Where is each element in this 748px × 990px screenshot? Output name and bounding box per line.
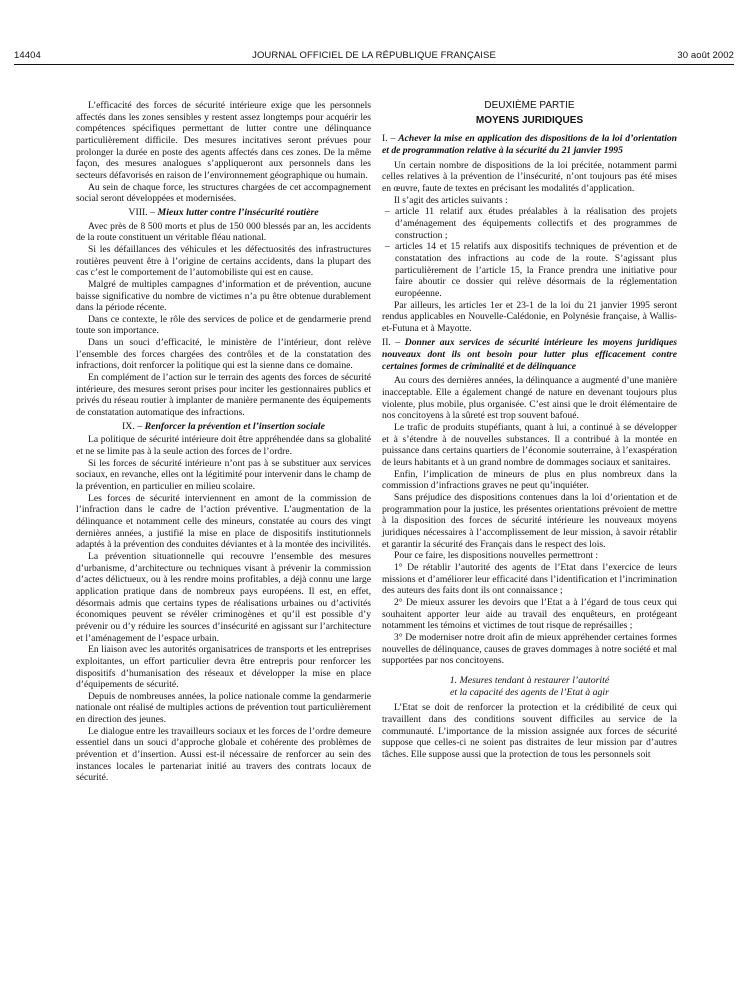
section-heading-i — [382, 133, 677, 156]
paragraph: L’Etat se doit de renforcer la protection et la crédibilité de ceux qui travaillent dans des conditions souvent difficiles au service de la communauté. L’importance de la mission assignée aux forces de sécurité suppose que celles-ci ne soient pas distraites de leur mission par d’autres tâches. Elle suppose aussi que la protection de tous les personnels soit — [382, 702, 677, 761]
paragraph: Sans préjudice des dispositions contenues dans la loi d’orientation et de programmation pour la justice, les présentes orientations prévoient de mettre à la disposition des forces de sécurité intérieure les nouveaux moyens juridiques nécessaires à l’accomplissement de leur mission, à savoir rétablir et garantir la sécurité des Français dans le respect des lois. — [382, 492, 677, 550]
subsection-heading-1 — [382, 675, 677, 699]
section-number: I. – — [382, 133, 396, 145]
paragraph: Par ailleurs, les articles 1er et 23-1 de la loi du 21 janvier 1995 seront rendus applicables en Nouvelle-Calédonie, en Polynésie française, à Wallis-et-Futuna et à Mayotte. — [382, 299, 677, 334]
paragraph: 3° De moderniser notre droit afin de mieux appréhender certaines formes nouvelles de délinquance, causes de graves dommages à notre société et mal supportées par nos concitoyens. — [382, 631, 677, 667]
paragraph: Pour ce faire, les dispositions nouvelles permettront : — [394, 550, 599, 562]
header-rule — [14, 64, 734, 65]
paragraph: La prévention situationnelle qui recouvre l’ensemble des mesures d’urbanisme, d’architecture ou techniques visant à prévenir la commission d’actes délictueux, ou à les rendre moins profitables, a déjà connu une large application pratique dans de nombreux pays européens. Il est, en effet, désormais admis que certains types de réalisations urbaines ou d’activités économiques peuvent se révéler criminogènes et qu’il est possible d’y prévenir ou d’y réduire les sources d’insécurité en agissant sur l’architecture et l’aménagement de l’espace urbain. — [76, 550, 371, 644]
article-list — [382, 206, 677, 299]
issue-date: 30 août 2002 — [677, 50, 734, 61]
paragraph: En liaison avec les autorités organisatrices de transports et les entreprises exploitantes, un effort particulier devra être entrepris pour renforcer les dispositifs d’humanisation des réseaux et développer la mise en place d’équipements de sécurité. — [76, 644, 371, 691]
paragraph: Avec près de 8 500 morts et plus de 150 000 blessés par an, les accidents de la route constituent un véritable fléau national. — [76, 220, 371, 244]
section-title: Mieux lutter contre l’insécurité routière — [157, 206, 319, 218]
section-heading-viii — [76, 207, 371, 219]
page-number: 14404 — [14, 50, 41, 61]
section-title: Renforcer la prévention et l’insertion sociale — [144, 420, 325, 432]
subsection-title-line: 1. Mesures tendant à restaurer l’autorité — [449, 674, 610, 686]
paragraph: Dans un souci d’efficacité, le ministère de l’intérieur, dont relève l’ensemble des forces chargées des contrôles et de la constatation des infractions, doit renforcer la politique qui est la sienne dans ce domaine. — [76, 337, 371, 372]
paragraph: Les forces de sécurité interviennent en amont de la commission de l’infraction dans le cadre de l’action préventive. L’augmentation de la délinquance et notamment celle des mineurs, constatée au cours des vingt dernières années, a justifié la mise en place de dispositifs institutionnels adaptés à la prévention des conduites déviantes et à la montée des incivilités. — [76, 492, 371, 551]
section-number: VIII. – — [128, 206, 156, 218]
paragraph: Si les forces de sécurité intérieure n’ont pas à se substituer aux services sociaux, en revanche, elles ont la légitimité pour intervenir dans le champ de la prévention, en particulier en milieu scolaire. — [76, 457, 371, 492]
section-heading-ii — [382, 337, 677, 372]
paragraph: Au sein de chaque force, les structures chargées de cet accompagnement social seront développées et modernisées. — [76, 181, 371, 205]
paragraph: Dans ce contexte, le rôle des services de police et de gendarmerie prend toute son importance. — [76, 313, 371, 337]
paragraph: 2° De mieux assurer les devoirs que l’Etat a à l’égard de tous ceux qui souhaitent apporter leur aide au travail des enquêteurs, en protégeant notamment les témoins et victimes de tout risque de représailles ; — [382, 596, 677, 632]
paragraph: Le dialogue entre les travailleurs sociaux et les forces de l’ordre demeure essentiel dans un souci d’approche globale et cohérente des problèmes de prévention et d’insertion. Aussi est-il nécessaire de renforcer au sein des instances locales le partenariat initié au travers des contrats locaux de sécurité. — [76, 725, 371, 784]
paragraph: Depuis de nombreuses années, la police nationale comme la gendarmerie nationale ont réalisé de multiples actions de prévention tout particulièrement en direction des jeunes. — [76, 690, 371, 726]
paragraph: Un certain nombre de dispositions de la loi précitée, notamment parmi celles relatives à la prévention de l’insécurité, n’ont toujours pas été mises en œuvre, faute de textes en précisant les modalités d’application. — [382, 159, 677, 194]
paragraph: L’efficacité des forces de sécurité intérieure exige que les personnels affectés dans les zones sensibles y restent assez longtemps pour acquérir les compétences spécifiques permettant de lutter contre une délinquance particulièrement difficile. Des mesures incitatives seront prévues pour prolonger la durée en poste des agents affectés dans ces zones. De la même façon, des mesures analogues s’appliqueront aux personnels dans les secteurs défavorisés en raison de l’environnement géographique ou humain. — [76, 100, 371, 181]
list-item: – article 11 relatif aux études préalables à la réalisation des projets d’aménagement des équipements collectifs et des programmes de construction ; — [382, 206, 677, 241]
paragraph: La politique de sécurité intérieure doit être appréhendée dans sa globalité et ne se limite pas à la seule action des forces de l’ordre. — [76, 434, 371, 458]
journal-title: JOURNAL OFFICIEL DE LA RÉPUBLIQUE FRANÇAISE — [252, 50, 496, 61]
paragraph: En complément de l’action sur le terrain des agents des forces de sécurité intérieure, des mesures seront prises pour inciter les gestionnaires publics et privés du réseau routier à implanter de manière permanente des équipements de constatation automatique des infractions. — [76, 372, 371, 419]
right-column — [382, 100, 677, 761]
section-title: Donner aux services de sécurité intérieure les moyens juridiques nouveaux dont ils ont besoin pour lutter plus efficacement contre certaines formes de criminalité et de délinquance — [382, 337, 678, 372]
part-title: MOYENS JURIDIQUES — [475, 114, 584, 126]
list-item: – articles 14 et 15 relatifs aux dispositifs techniques de prévention et de constatation des infractions au code de la route. S’agissant plus particulièrement de l’article 15, la France prendra une initiative pour faire aboutir ce dossier qui relève désormais de la réglementation européenne. — [382, 241, 677, 299]
part-label: DEUXIÈME PARTIE — [484, 100, 575, 111]
section-number: II. – — [382, 337, 401, 349]
section-number: IX. – — [121, 420, 143, 432]
paragraph: Si les défaillances des véhicules et les défectuosités des infrastructures routières peuvent être à l’origine de certains accidents, dans la plupart des cas c’est le comportement de l’automobiliste qui est en cause. — [76, 243, 371, 279]
paragraph: Au cours des dernières années, la délinquance a augmenté d’une manière inacceptable. Elle a également changé de nature en devenant toujours plus violente, plus mobile, plus organisée. C’est ainsi que le droit élémentaire de nos concitoyens à la sûreté est trop souvent bafoué. — [382, 375, 677, 422]
section-title: Achever la mise en application des dispositions de la loi d’orientation et de programmation relative à la sécurité du 21 janvier 1995 — [382, 133, 677, 156]
subsection-title-line: et la capacité des agents de l’Etat à agir — [450, 686, 609, 698]
paragraph: Il s’agit des articles suivants : — [394, 194, 508, 206]
left-column — [76, 100, 371, 784]
section-heading-ix — [76, 421, 371, 433]
paragraph: Enfin, l’implication de mineurs de plus en plus nombreux dans la commission d’infractions graves ne peut qu’inquiéter. — [382, 468, 677, 492]
paragraph: 1° De rétablir l’autorité des agents de l’Etat dans l’exercice de leurs missions et d’améliorer leur efficacité dans l’identification et l’incrimination des auteurs des faits dont ils ont connaissance ; — [382, 561, 677, 597]
paragraph: Le trafic de produits stupéfiants, quant à lui, a continué à se développer et à s’étendre à de nouvelles substances. Il a contribué à la montée en puissance dans certains quartiers de l’économie souterraine, à l’exaspération de leurs habitants et à un grand nombre de dommages sociaux et sanitaires. — [382, 422, 677, 469]
paragraph: Malgré de multiples campagnes d’information et de prévention, aucune baisse significative du nombre de victimes n’a pu être obtenue durablement dans la période récente. — [76, 278, 371, 314]
